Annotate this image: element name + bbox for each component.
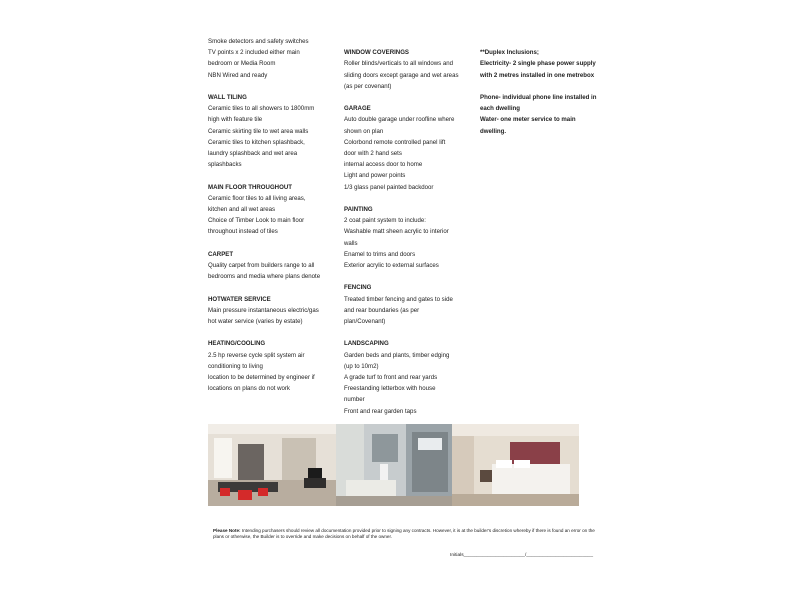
section-heading: PAINTING [344,206,373,213]
section-heading: HOTWATER SERVICE [208,295,271,303]
text-line: Washable matt sheen acrylic to interior [344,228,449,236]
text-line: Electricity- 2 single phase power supply [480,60,596,68]
text-line: hot water service (varies by estate) [208,318,303,326]
section-garage [344,103,464,193]
text-line: shown on plan [344,127,384,135]
text-line: Garden beds and plants, timber edging [344,351,450,359]
text-line: Light and power points [344,172,406,180]
text-line: dwelling. [480,127,507,135]
text-line: 2.5 hp reverse cycle split system air [208,351,305,359]
interior-photos-strip [208,424,579,506]
section-heading: CARPET [208,250,234,258]
intro-block [208,36,333,81]
text-line: Enamel to trims and doors [344,250,416,258]
text-line: Ceramic floor tiles to all living areas, [208,194,306,202]
text-line: Ceramic tiles to all showers to 1800mm [208,105,315,113]
section-heading: FENCING [344,284,372,292]
text-line: internal access door to home [344,161,423,169]
text-line: high with feature tile [208,116,263,124]
section-heading: HEATING/COOLING [208,340,266,348]
text-line: Quality carpet from builders range to all [208,262,315,270]
text-line: locations on plans do not work [208,385,290,393]
text-line: laundry splashback and wet area [208,150,298,158]
text-line: Auto double garage under roofline where [344,116,455,124]
text-line: bedroom or Media Room [208,60,276,68]
section-heading: WINDOW COVERINGS [344,49,409,57]
text-line: (as per covenant) [344,82,392,90]
section-painting [344,204,464,271]
living-room-photo [208,424,336,506]
text-line: plan/Covenant) [344,318,386,326]
disclaimer-note [213,528,595,541]
text-line: sliding doors except garage and wet areas [344,71,459,79]
note-label: Please Note: [213,528,241,533]
text-line: Main pressure instantaneous electric/gas [208,306,319,314]
text-line: Roller blinds/verticals to all windows and [344,60,454,68]
text-line: throughout instead of tiles [208,228,278,236]
section-landscaping [344,338,464,416]
text-line: (up to 10m2) [344,362,379,370]
bathroom-illustration [336,424,452,506]
duplex-inclusions-column [480,36,595,137]
text-line: kitchen and all wet areas [208,206,276,214]
note-text: Intending purchasers should review all documentation provided prior to signing any contracts. However, it is at the builder's discretion whereby if there is found an error on the plans or otherwise, the Builder is to override and make decisions on behalf of the owner. [213,528,595,540]
section-hotwater [208,294,333,328]
text-line: Treated timber fencing and gates to side [344,295,453,303]
text-line: location to be determined by engineer if [208,374,315,382]
text-line: number [344,396,365,404]
duplex-heading: **Duplex Inclusions; [480,49,539,57]
text-line: NBN Wired and ready [208,71,268,79]
text-line: Exterior acrylic to external surfaces [344,262,439,270]
text-line: Colorbond remote controlled panel lift [344,138,446,146]
text-line: with 2 metres installed in one metrebox [480,71,595,79]
text-line: Smoke detectors and safety switches [208,38,309,45]
section-heading: MAIN FLOOR THROUGHOUT [208,183,292,191]
section-wall-tiling [208,92,333,170]
text-line: 2 coat paint system to include: [344,217,426,225]
text-line: bedrooms and media where plans denote [208,273,321,281]
text-line: Ceramic tiles to kitchen splashback, [208,138,305,146]
text-line: Ceramic skirting tile to wet area walls [208,127,309,135]
text-line: A grade turf to front and rear yards [344,374,438,382]
text-line: Freestanding letterbox with house [344,385,436,393]
bathroom-photo [336,424,452,506]
bedroom-photo [452,424,579,506]
section-main-floor [208,182,333,238]
section-fencing [344,282,464,327]
text-line: Phone- individual phone line installed in [480,93,597,101]
text-line: splashbacks [208,161,242,169]
text-line: walls [344,239,358,247]
text-line: Front and rear garden taps [344,407,417,415]
text-line: each dwelling [480,105,520,113]
text-line: door with 2 hand sets [344,150,402,157]
section-window-coverings [344,47,464,92]
living-room-illustration [208,424,336,506]
text-line: Water- one meter service to main [480,116,576,124]
text-line: conditioning to living [208,362,263,370]
inclusions-column-2 [344,36,464,417]
section-heating-cooling [208,338,333,394]
text-line: TV points x 2 included either main [208,49,300,57]
text-line: Choice of Timber Look to main floor [208,217,305,225]
inclusions-column-1 [208,36,333,394]
section-heading: WALL TILING [208,94,247,101]
section-heading: LANDSCAPING [344,340,389,348]
section-carpet [208,249,333,283]
text-line: and rear boundaries (as per [344,306,420,314]
initials-line: Initials_______________________/_________________________ [450,553,593,558]
bedroom-illustration [452,424,579,506]
section-heading: GARAGE [344,105,371,113]
text-line: 1/3 glass panel painted backdoor [344,183,434,191]
